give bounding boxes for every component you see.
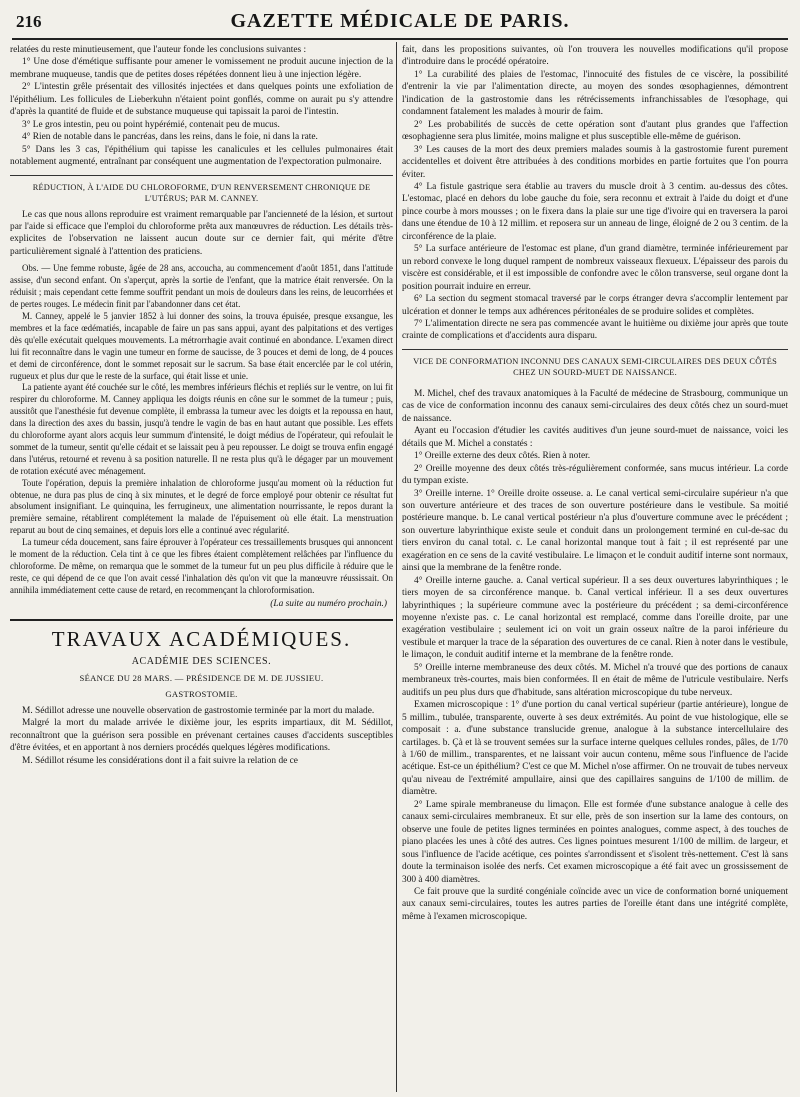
ear-finding: 3° Oreille interne. 1° Oreille droite osseuse. a. Le canal vertical semi-circulaire supérieur n'a que son ouverture antérieure et des traces de son ouverture postérieure dans le vestibule. Sa moitié postérieure manque. b. Le canal vertical postérieur n'a plus d'ouverture commune avec le précédent ; son ouverture labyrinthique existe seule et conduit dans un prolongement terminé en cul-de-sac du tiers environ du canal total. c. Le canal horizontal manque tout à fait ; il est représenté par une exagération en ce sens de la cavité vestibulaire. Le limaçon et le conduit auditif interne sont normaux, ainsi que la membrane de la fenêtre ronde. (402, 488, 788, 574)
ear-finding: 4° Oreille interne gauche. a. Canal vertical supérieur. Il a ses deux ouvertures labyrinthiques ; le tiers moyen de sa circonférence manque. b. Canal vertical inférieur. Il a ses deux ouvertures labyrinthiques ; la supérieure commune avec la postérieure du précédent ; sa demi-circonférence moyenne n'existe pas. c. Le canal horizontal est remplacé, comme dans l'oreille droite, par une exagération vestibulaire ; seulement ici on voit un grain osseux naître de la paroi inférieure du vestibule et marquer la trace de la séparation des ouvertures de ce canal. Rien à noter dans le vestibule, le limaçon, le conduit auditif interne et la membrane de la fenêtre ronde. (402, 575, 788, 661)
proposition-item: 2° Les probabilités de succès de cette opération sont d'autant plus grandes que l'affection œsophagienne sera plus limitée, moins maligne et plus susceptible elle-même de guérison. (402, 119, 788, 143)
paragraph: Malgré la mort du malade arrivée le dixième jour, les esprits impartiaux, dit M. Sédillot, reconnaîtront que la guérison sera possible en prévenant certaines causes d'accidents susceptibles d'être évitées, et en apportant à nos derniers procédés quelques légères modifications. (10, 718, 393, 754)
conclusion-item: 2° L'intestin grêle présentait des villosités injectées et dans quelques points une exfoliation de l'épithélium. Les follicules de Lieberkuhn n'étaient point gonflés, comme on aurait pu s'y attendre d'après la quantité de fluide et de substance muqueuse qui tapissait la paroi de l'intestin. (10, 82, 393, 118)
page-number: 216 (16, 12, 42, 31)
observation-paragraph: Toute l'opération, depuis la première inhalation de chloroforme jusqu'au moment où la réduction fut obtenue, ne dura pas plus de cinq à six minutes, et le degré de force employé pour obtenir ce résultat fut absolument insignifiant. Le quinquina, les ferrugineux, une alimentation nourrissante, le repos durant la première semaine, rétablirent complétement la malade de l'épuisement où elle était. La menstruation reparut au bout de cinq semaines, et depuis lors elle a continué avec régularité. (10, 477, 393, 536)
conclusion-item: 5° Dans les 3 cas, l'épithélium qui tapisse les canalicules et les cellules pulmonaires était notablement augmenté, entraînant par conséquent une augmentation de l'expectoration pulmonaire. (10, 144, 393, 168)
continued-note: (La suite au numéro prochain.) (270, 598, 387, 609)
proposition-item: 4° La fistule gastrique sera établie au travers du muscle droit à 3 centim. au-dessus des côtes. L'estomac, placé en dehors du lobe gauche du foie, sera reconnu et extrait à l'aide du doigt et d'une pince courbe à mors mousses ; on le fixera dans la plaie sur une tige d'ivoire qui en traversera la paroi dans une étendue de 10 à 12 millim. et reposera sur un anneau de linge, éloigné de 2 ou 3 centim. de la circonférence de la plaie. (402, 181, 788, 242)
paragraph: fait, dans les propositions suivantes, où l'on trouvera les nouvelles modifications qu'il propose d'introduire dans le procédé opératoire. (402, 45, 788, 68)
conclusion-item: 4° Rien de notable dans le pancréas, dans les reins, dans le foie, ni dans la rate. (22, 132, 318, 143)
page-header (12, 10, 788, 36)
paragraph: M. Sédillot adresse une nouvelle observation de gastrostomie terminée par la mort du malade. (22, 705, 375, 716)
subject-heading: GASTROSTOMIE. (165, 688, 238, 699)
observation-paragraph: M. Canney, appelé le 5 janvier 1852 à lui donner des soins, la trouva épuisée, presque exsangue, les membres et la face œdématiés, incapable de faire un pas sans appui, ayant des palpitations et des vertiges dès qu'elle exécutait quelques mouvements. La métrorrhagie avait continué en abondance. L'examen direct lui fit reconnaître dans le vagin une tumeur en forme de saucisse, de 3 pouces et demi de long, de 4 pouces et demi de circonférence, dont le sommet reposait sur le sacrum. Sa base était encerclée par le col utérin, rugueux et plus dur que le reste de la surface, qui était lisse et unie. (10, 310, 393, 381)
conclusion-paragraph: Ce fait prouve que la surdité congéniale coïncide avec un vice de conformation borné uniquement aux canaux semi-circulaires, toutes les autres parties de l'oreille étant dans une intégrité complète, même à l'examen microscopique. (402, 887, 788, 922)
paragraph: Le cas que nous allons reproduire est vraiment remarquable par l'ancienneté de la lésion, et surtout par l'aide si efficace que l'emploi du chloroforme prêta aux manœuvres de réduction. Les détails très-explicites de l'observation ne laissent aucun doute sur ce dernier fait, qui mérite d'être particulièrement signalé à l'attention des praticiens. (10, 209, 393, 257)
observation-paragraph: La tumeur céda doucement, sans faire éprouver à l'opérateur ces tressaillements brusques qui annoncent le moment de la réduction. Cela tint à ce que les fibres étaient complètement relâchées par l'influence du chloroforme. De même, on remarqua que le sommet de la tumeur fut un peu plus difficile à réduire que le reste, ce qui dépend de ce que l'on avait cessé l'inhalation dès qu'on vit que la manœuvre réussissait. On annihila immédiatement cette cause de retard, en recommençant la chloroformisation. (10, 537, 393, 595)
observation-paragraph: Obs. — Une femme robuste, âgée de 28 ans, accoucha, au commencement d'août 1851, dans l'attitude assise, d'un second enfant. On s'aperçut, après la sortie de l'enfant, que la matrice était renversée. On la réduisit ; mais cependant cette femme souffrit pendant un mois de douleurs dans les reins, de leucorrhées et de pertes rouges. Le médecin finit par l'abandonner dans cet état. (10, 263, 393, 310)
right-column (402, 44, 788, 1092)
section-title: RÉDUCTION, À L'AIDE DU CHLOROFORME, D'UN RENVERSEMENT CHRONIQUE DE L'UTÉRUS; PAR M. CANNEY. (32, 182, 371, 204)
observation-paragraph: La patiente ayant été couchée sur le côté, les membres inférieurs fléchis et repliés sur le ventre, on lui fit respirer du chloroforme. M. Canney appliqua les doigts réunis en cône sur le sommet de la tumeur ; puis, aussitôt que l'anesthésie fut devenue complète, il embrassa la tumeur avec les doigts et la repoussa en haut, dans la direction des axes du bassin, jusqu'à tendre le vagin de bas en haut autant que possible. Les effets du chloroforme ayant alors acquis leur summum d'intensité, le doigt médius de l'opérateur, qui refoulait le sommet de la tumeur, sentit qu'elle cédait et se laissait peu à peu repousser. Le doigt se trouva enfin engagé dans l'utérus, retourné et revenu à sa position naturelle. Il ne resta plus qu'à le dégager par un mouvement de rotation exécuté avec ménagement. (10, 382, 393, 476)
proposition-item: 6° La section du segment stomacal traversé par le corps étranger devra s'accomplir lentement par ulcération et donner le temps aux adhérences péritonéales de se produire solides et complètes. (402, 294, 788, 317)
column-divider (396, 42, 397, 1092)
academy-heading: ACADÉMIE DES SCIENCES. (131, 655, 272, 667)
paragraph: relatées du reste minutieusement, que l'auteur fonde les conclusions suivantes : (10, 45, 307, 55)
proposition-item: 3° Les causes de la mort des deux premiers malades soumis à la gastrostomie furent purement accidentelles et doivent être attribuées à des conditions morbides en partie fortuites que l'on pourra éviter. (402, 144, 788, 180)
conclusion-item: 1° Une dose d'émétique suffisante pour amener le vomissement ne produit aucune injection de la membrane muqueuse, tandis que de petites doses répétées donnent lieu à une injection légère. (10, 57, 393, 80)
header-rule (12, 38, 788, 40)
proposition-item: 1° La curabilité des plaies de l'estomac, l'innocuité des fistules de ce viscère, la possibilité d'entrenir la vie par l'alimentation directe, au moyen des sondes œsophagiennes, démontrent l'indication de la gastrostomie dans les rétrécissements infranchissables de l'œsophage, qui condamnent fatalement les malades à mourir de faim. (402, 69, 788, 118)
microscopy-paragraph: Examen microscopique : 1° d'une portion du canal vertical supérieur (partie antérieure), longue de 5 millim., tubulée, transparente, ouverte à ses deux extrémités. Au point de vue histologique, elle se composait : a. d'une substance translucide grenue, analogue à la substance intercellulaire des cartilages. b. Çà et là se trouvent semées sur la surface interne quelques cellules rondes, pâles, de 1/70 à 1/60 de millim., transparentes, et ne laissant voir aucun contenu, même sous l'influence de l'acide acétique. Est-ce un épithélium? C'est ce que M. Michel n'ose affirmer. On ne trouvait de tubes nerveux qu'au niveau de l'extrémité ampullaire, ainsi que des capillaires sanguins de 1/100 de millim. de diamètre. (402, 700, 788, 798)
paragraph: M. Michel, chef des travaux anatomiques à la Faculté de médecine de Strasbourg, communique un cas de vice de conformation inconnu des canaux semi-circulaires des deux côtés chez un sourd-muet de naissance. (402, 388, 788, 424)
proposition-item: 5° La surface antérieure de l'estomac est plane, d'un grand diamètre, terminée inférieurement par un rebord convexe le long duquel rampent de nombreux vaisseaux flexueux. L'épaisseur des parois du viscère est considérable, et il est impossible de confondre avec le côlon transverse, seul organe dont la position pourrait induire en erreur. (402, 244, 788, 292)
left-column (10, 44, 393, 1092)
ear-finding: 2° Oreille moyenne des deux côtés très-régulièrement conformée, sans mucus intérieur. La corde du tympan existe. (402, 463, 788, 487)
proposition-item: 7° L'alimentation directe ne sera pas commencée avant le huitième ou dixième jour après que toute crainte de complications et d'accidents aura disparu. (402, 318, 788, 342)
section-rule (402, 349, 788, 350)
conclusion-item: 3° Le gros intestin, peu ou point hypérémié, contenait peu de mucus. (22, 119, 280, 130)
ear-finding: 5° Oreille interne membraneuse des deux côtés. M. Michel n'a trouvé que des portions de canaux membraneux très-courtes, mais bien conformées. Il en était de même de l'utricule vestibulaire. Nerfs auditifs un peu plus durs que d'habitude, sans altération microscopique du tube nerveux. (402, 662, 788, 698)
section-title: VICE DE CONFORMATION INCONNU DES CANAUX SEMI-CIRCULAIRES DES DEUX CÔTÉS CHEZ UN SOURD-MUET DE NAISSANCE. (413, 356, 777, 378)
microscopy-paragraph: 2° Lame spirale membraneuse du limaçon. Elle est formée d'une substance analogue à celle des canaux semi-circulaires membraneux. Et sur elle, près de son insertion sur la lame des contours, on observe une foule de petites lignes terminées en pointes analogues, comme aspect, à des touches de piano placées les unes à côté des autres. Ces lignes pointues mesurent 1/100 de millim. de largeur, et sous l'influence de l'acide acétique, ces pointes s'arrondissent et s'isolent très-nettement. C'est là sans doute la terminaison isolée des nerfs. Cet examen microscopique a été fait avec un grossissement de 300 à 400 diamètres. (402, 799, 788, 885)
journal-title: GAZETTE MÉDICALE DE PARIS. (230, 10, 570, 32)
section-rule (10, 175, 393, 176)
paragraph: M. Sédillot résume les considérations dont il a fait suivre la relation de ce (22, 755, 298, 766)
section-rule (10, 619, 393, 621)
paragraph: Ayant eu l'occasion d'étudier les cavités auditives d'un jeune sourd-muet de naissance, voici les détails que M. Michel a constatés : (402, 426, 788, 449)
section-banner: TRAVAUX ACADÉMIQUES. (51, 626, 352, 651)
ear-finding: 1° Oreille externe des deux côtés. Rien à noter. (414, 451, 591, 462)
session-heading: SÉANCE DU 28 MARS. — PRÉSIDENCE DE M. DE JUSSIEU. (79, 672, 324, 683)
